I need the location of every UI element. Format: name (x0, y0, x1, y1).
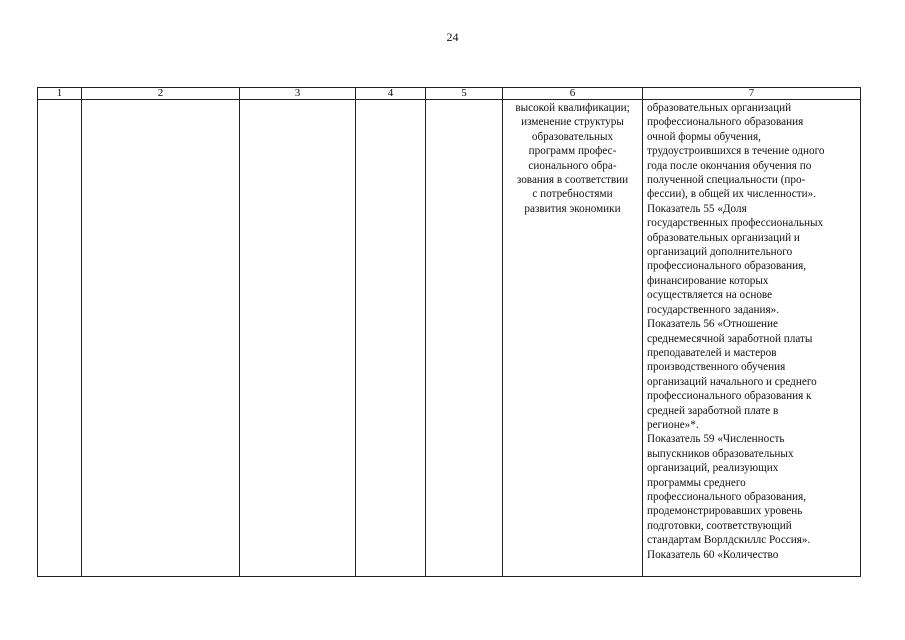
col7-line: осуществляется на основе (647, 289, 773, 302)
cell-col-1 (38, 100, 82, 577)
col7-line: трудоустроившихся в течение одного (647, 145, 825, 158)
col7-line: средней заработной плате в (647, 404, 779, 417)
col7-line: профессионального образования (647, 116, 804, 129)
col7-line: финансирование которых (647, 274, 769, 287)
col7-line: организаций начального и среднего (647, 375, 817, 388)
header-cell-6: 6 (503, 88, 643, 100)
col7-line: продемонстрировавших уровень (647, 505, 803, 518)
col7-line: организаций дополнительного (647, 246, 793, 259)
col6-line: с потребностями (532, 188, 613, 201)
col7-line: производственного обучения (647, 361, 786, 374)
col7-line: Показатель 60 «Количество (647, 548, 779, 561)
col7-line: организаций, реализующих (647, 462, 779, 475)
col7-line: года после окончания обучения по (647, 159, 812, 172)
col7-line: программы среднего (647, 476, 746, 489)
col7-line: профессионального образования к (647, 390, 812, 403)
data-table (37, 87, 861, 577)
col6-line: сионального обра- (528, 159, 617, 172)
col7-line: образовательных организаций (647, 102, 792, 114)
col7-line: профессионального образования, (647, 260, 807, 273)
col7-line: Показатель 59 «Численность (647, 433, 785, 446)
col7-line: профессионального образования, (647, 490, 807, 503)
col7-line: Показатель 56 «Отношение (647, 318, 778, 331)
cell-col-6-text (503, 100, 643, 577)
table-header-row (38, 88, 861, 100)
col6-line: зования в соответствии (516, 174, 629, 187)
col7-line: преподавателей и мастеров (647, 346, 777, 359)
cell-col-2 (82, 100, 240, 577)
table-row (38, 100, 861, 577)
col7-line: государственных профессиональных (647, 217, 824, 230)
col6-line: изменение структуры (521, 116, 624, 129)
col7-line: очной формы обучения, (647, 130, 761, 143)
cell-col-4 (356, 100, 426, 577)
header-cell-2: 2 (82, 88, 240, 100)
header-cell-1: 1 (38, 88, 82, 100)
col6-line: программ профес- (528, 145, 617, 158)
col7-line: Показатель 55 «Доля (647, 202, 747, 215)
col6-line: высокой квалификации; (515, 102, 630, 114)
col7-line: полученной специальности (про- (647, 174, 806, 187)
col7-line: подготовки, соответствующий (647, 519, 792, 532)
col7-line: государственного задания». (647, 303, 779, 316)
header-cell-7: 7 (643, 88, 861, 100)
header-cell-5: 5 (426, 88, 503, 100)
page-number: 24 (446, 30, 459, 44)
col7-line: стандартам Ворлдскиллс Россия». (647, 534, 811, 547)
cell-col-5 (426, 100, 503, 577)
col7-line: фессии), в общей их численности». (647, 188, 817, 201)
col6-line: развития экономики (524, 202, 621, 215)
cell-col-7-text (643, 100, 861, 577)
header-cell-4: 4 (356, 88, 426, 100)
header-cell-3: 3 (240, 88, 356, 100)
col7-line: выпускников образовательных (647, 447, 794, 460)
cell-col-3 (240, 100, 356, 577)
col6-line: образовательных (531, 130, 614, 143)
col7-line: образовательных организаций и (647, 231, 800, 244)
col7-line: регионе»*. (647, 418, 699, 431)
col7-line: среднемесячной заработной платы (647, 332, 813, 345)
